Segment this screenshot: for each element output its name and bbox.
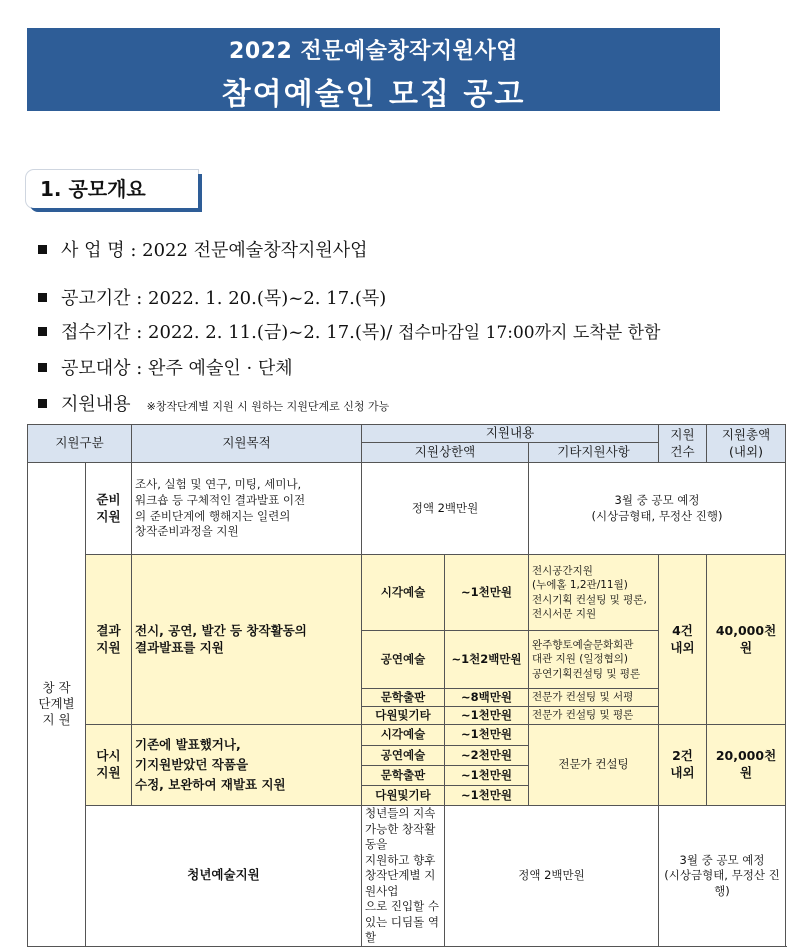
header-count: 지원 건수 xyxy=(659,425,707,463)
overview-announce-text: 공고기간 : 2022. 1. 20.(목)~2. 17.(목) xyxy=(61,288,387,309)
overview-project-text: 사 업 명 : 2022 전문예술창작지원사업 xyxy=(61,240,368,261)
again-total: 20,000천원 xyxy=(707,725,786,806)
result-genre: 다원및기타 xyxy=(362,707,445,725)
overview-target-text: 공모대상 : 완주 예술인 · 단체 xyxy=(61,358,293,379)
overview-receipt xyxy=(38,318,660,344)
overview-content-note: ※창작단계별 지원 시 원하는 지원단계로 신청 가능 xyxy=(146,400,390,413)
again-genre: 다원및기타 xyxy=(362,786,445,806)
bullet-square-icon xyxy=(38,363,47,372)
youth-purpose: 청년들의 지속 가능한 창작활동을 지원하고 향후 창작단계별 지원사업 으로 진입할 수 있는 디딤돌 역할 xyxy=(362,806,445,947)
prep-label: 준비 지원 xyxy=(86,463,132,555)
stage-label: 창 작 단계별 지 원 xyxy=(28,463,86,947)
result-other: 전문가 컨설팅 및 서평 xyxy=(529,689,659,707)
title-banner xyxy=(27,28,720,111)
again-amount: ~1천만원 xyxy=(445,725,529,746)
prep-limit: 정액 2백만원 xyxy=(362,463,529,555)
result-amount: ~1천2백만원 xyxy=(445,631,529,689)
result-amount: ~1천만원 xyxy=(445,555,529,631)
section-heading: 1. 공모개요 xyxy=(26,170,198,208)
bullet-square-icon xyxy=(38,327,47,336)
again-purpose: 기존에 발표했거나, 기지원받았던 작품을 수정, 보완하여 재발표 지원 xyxy=(132,725,362,806)
overview-target xyxy=(38,354,293,380)
header-other: 기타지원사항 xyxy=(529,443,659,463)
header-limit: 지원상한액 xyxy=(362,443,529,463)
overview-receipt-text: 접수기간 : 2022. 2. 11.(금)~2. 17.(목)/ xyxy=(61,322,393,343)
result-genre: 공연예술 xyxy=(362,631,445,689)
again-genre: 공연예술 xyxy=(362,746,445,766)
header-category: 지원구분 xyxy=(28,425,132,463)
overview-content-text: 지원내용 xyxy=(61,394,131,415)
prep-purpose: 조사, 실험 및 연구, 미팅, 세미나, 워크숍 등 구체적인 결과발표 이전 의 준비단계에 행해지는 일련의 창작준비과정을 지원 xyxy=(132,463,362,555)
overview-content xyxy=(38,390,389,416)
result-purpose: 전시, 공연, 발간 등 창작활동의 결과발표를 지원 xyxy=(132,555,362,725)
bullet-square-icon xyxy=(38,399,47,408)
result-amount: ~1천만원 xyxy=(445,707,529,725)
header-content: 지원내용 xyxy=(362,425,659,443)
overview-announce xyxy=(38,284,386,310)
support-table xyxy=(27,424,786,947)
result-other: 전문가 컨설팅 및 평론 xyxy=(529,707,659,725)
again-amount: ~1천만원 xyxy=(445,766,529,786)
again-amount: ~2천만원 xyxy=(445,746,529,766)
again-genre: 시각예술 xyxy=(362,725,445,746)
result-other: 전시공간지원 (누에홀 1,2관/11월) 전시기획 컨설팅 및 평론, 전시서문 지원 xyxy=(529,555,659,631)
youth-limit: 정액 2백만원 xyxy=(445,806,659,947)
result-count: 4건 내외 xyxy=(659,555,707,725)
result-genre: 시각예술 xyxy=(362,555,445,631)
result-genre: 문학출판 xyxy=(362,689,445,707)
again-genre: 문학출판 xyxy=(362,766,445,786)
youth-other: 3월 중 공모 예정 (시상금형태, 무정산 진행) xyxy=(659,806,786,947)
header-total: 지원총액 (내외) xyxy=(707,425,786,463)
youth-label: 청년예술지원 xyxy=(86,806,362,947)
banner-title: 참여예술인 모집 공고 xyxy=(221,77,526,112)
banner-subtitle: 2022 전문예술창작지원사업 xyxy=(229,39,518,64)
again-count: 2건 내외 xyxy=(659,725,707,806)
overview-receipt-note: 접수마감일 17:00까지 도착분 한함 xyxy=(398,323,661,343)
result-other: 완주향토예술문화회관 대관 지원 (일정협의) 공연기획컨설팅 및 평론 xyxy=(529,631,659,689)
bullet-square-icon xyxy=(38,245,47,254)
prep-other: 3월 중 공모 예정 (시상금형태, 무정산 진행) xyxy=(529,463,786,555)
bullet-square-icon xyxy=(38,293,47,302)
result-label: 결과 지원 xyxy=(86,555,132,725)
again-other: 전문가 컨설팅 xyxy=(529,725,659,806)
result-amount: ~8백만원 xyxy=(445,689,529,707)
again-amount: ~1천만원 xyxy=(445,786,529,806)
result-total: 40,000천원 xyxy=(707,555,786,725)
again-label: 다시 지원 xyxy=(86,725,132,806)
overview-project xyxy=(38,236,368,262)
header-purpose: 지원목적 xyxy=(132,425,362,463)
